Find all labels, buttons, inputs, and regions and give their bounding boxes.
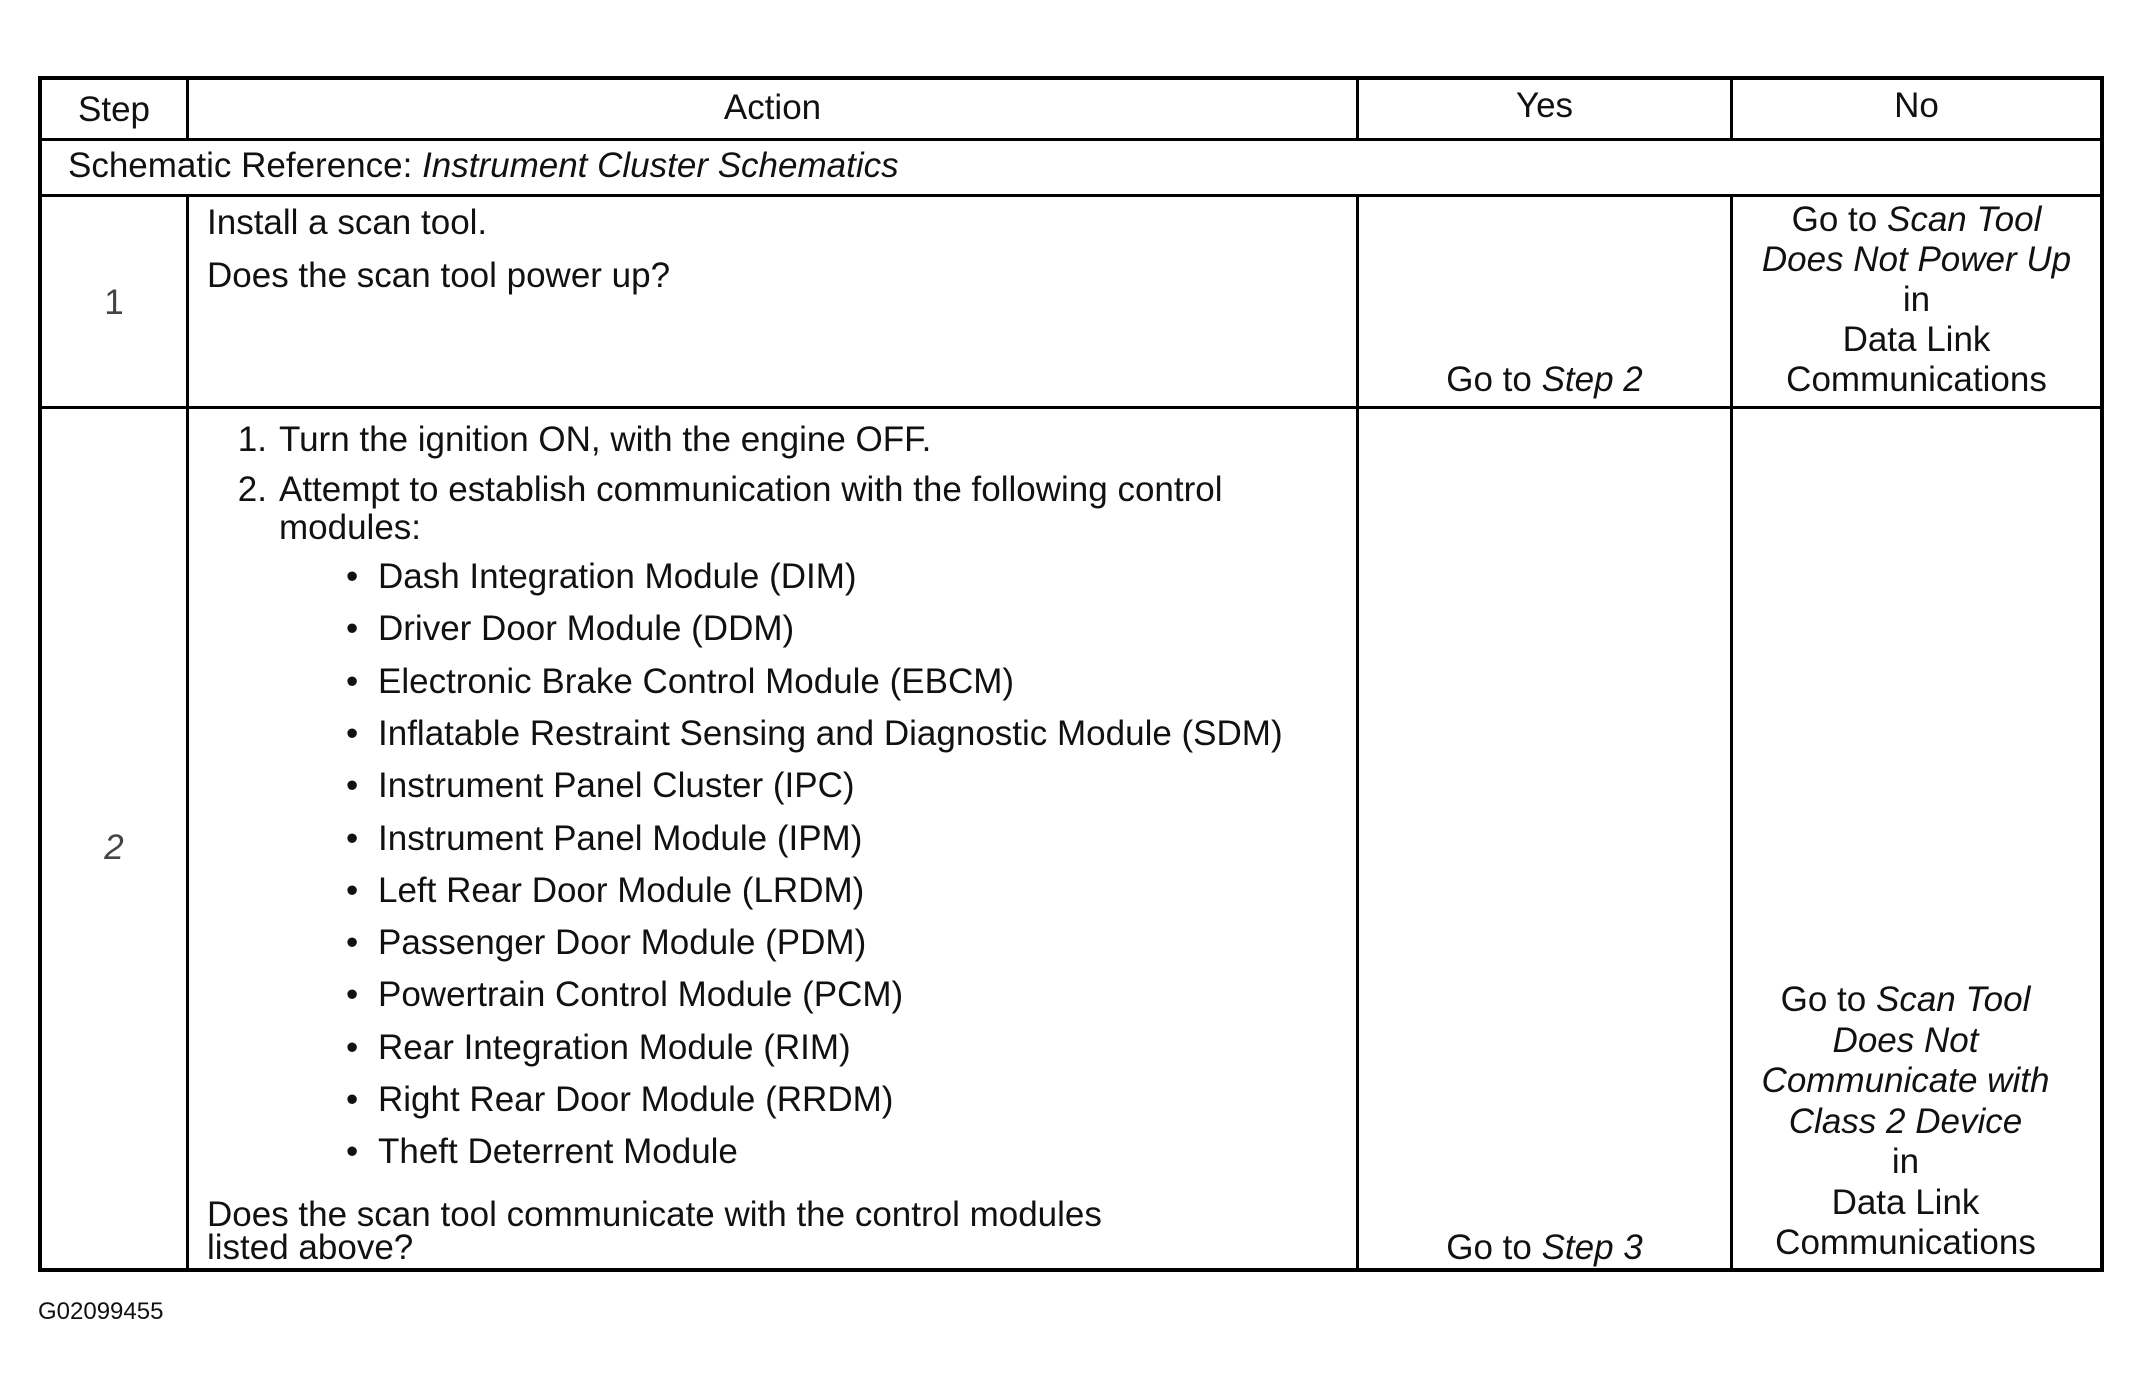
row2-substep-2: 2. Attempt to establish communication with the following control modules: [237, 470, 1223, 547]
row2-yes-link[interactable]: Step 3 [1541, 1228, 1643, 1267]
header-yes: Yes [1515, 86, 1574, 125]
schematic-link[interactable]: Instrument Cluster Schematics [422, 146, 899, 185]
row1-action-line1: Install a scan tool. [207, 203, 488, 242]
bullet-icon: • [346, 1132, 359, 1172]
module-name: Instrument Panel Module (IPM) [378, 818, 863, 858]
module-list-item [346, 609, 795, 649]
row1-divider [42, 406, 2100, 409]
row2-question-line2: listed above? [207, 1228, 414, 1267]
row2-question-line1: Does the scan tool communicate with the control modules [207, 1195, 1102, 1234]
row1-step: 1 [104, 283, 124, 322]
module-name: Rear Integration Module (RIM) [378, 1027, 851, 1067]
module-list-item [346, 923, 867, 963]
module-name: Right Rear Door Module (RRDM) [378, 1080, 894, 1119]
bullet-icon: • [346, 557, 359, 596]
module-name: Instrument Panel Cluster (IPC) [378, 766, 855, 806]
row1-action-line2: Does the scan tool power up? [207, 256, 671, 295]
row1-yes-link[interactable]: Step 2 [1541, 360, 1643, 399]
module-list-item [346, 766, 855, 806]
bullet-icon: • [346, 1080, 359, 1119]
bullet-icon: • [346, 609, 359, 649]
schematic-reference [68, 146, 899, 186]
module-list [340, 557, 1340, 1197]
header-action: Action [723, 88, 822, 127]
module-list-item [346, 818, 863, 859]
module-list-item [346, 975, 904, 1015]
module-name: Theft Deterrent Module [378, 1132, 738, 1172]
module-name: Powertrain Control Module (PCM) [378, 975, 904, 1015]
row1-no-link[interactable]: Scan Tool [1886, 200, 2042, 239]
row2-substep-1: 1. Turn the ignition ON, with the engine OFF. [237, 420, 932, 459]
bullet-icon: • [346, 661, 359, 701]
header-no: No [1894, 86, 1939, 125]
module-list-item [346, 557, 857, 597]
row1-yes: Go to Step 2 [1446, 360, 1643, 399]
figure-id: G02099455 [38, 1298, 164, 1325]
bullet-icon: • [346, 923, 359, 963]
row2-no-link[interactable]: Scan Tool [1875, 980, 2031, 1019]
row1-no-link-cont[interactable]: Does Not Power Up [1761, 240, 2072, 279]
module-name: Electronic Brake Control Module (EBCM) [378, 661, 1015, 701]
row1-no: Go to Scan Tool Does Not Power Up in Data Link Communications [1733, 200, 2100, 400]
header-step: Step [78, 90, 150, 129]
module-list-item [346, 1027, 851, 1068]
col-divider-step-body [186, 197, 189, 1272]
module-name: Left Rear Door Module (LRDM) [378, 870, 865, 910]
bullet-icon: • [346, 766, 359, 806]
bullet-icon: • [346, 818, 359, 858]
bullet-icon: • [346, 713, 359, 753]
bullet-icon: • [346, 1027, 359, 1067]
module-list-item [346, 661, 1015, 702]
schematic-label: Schematic Reference: [68, 146, 423, 185]
header-divider [42, 138, 2100, 141]
module-name: Dash Integration Module (DIM) [378, 557, 857, 596]
row2-no: Go to Scan Tool Does Not Communicate with Class 2 Device in Data Link Communications [1761, 980, 2050, 1262]
row2-yes: Go to Step 3 [1446, 1228, 1643, 1267]
schematic-divider [42, 194, 2100, 197]
bullet-icon: • [346, 975, 359, 1015]
col-divider-action-body [1356, 197, 1359, 1272]
diagnostic-table [38, 76, 2104, 1272]
module-list-item [346, 1132, 738, 1172]
module-name: Inflatable Restraint Sensing and Diagnostic Module (SDM) [378, 713, 1283, 753]
bullet-icon: • [346, 870, 359, 910]
row2-step: 2 [104, 828, 124, 867]
module-list-item [346, 713, 1283, 754]
module-name: Driver Door Module (DDM) [378, 609, 795, 649]
module-list-item [346, 870, 865, 911]
module-list-item [346, 1080, 894, 1120]
module-name: Passenger Door Module (PDM) [378, 923, 867, 963]
